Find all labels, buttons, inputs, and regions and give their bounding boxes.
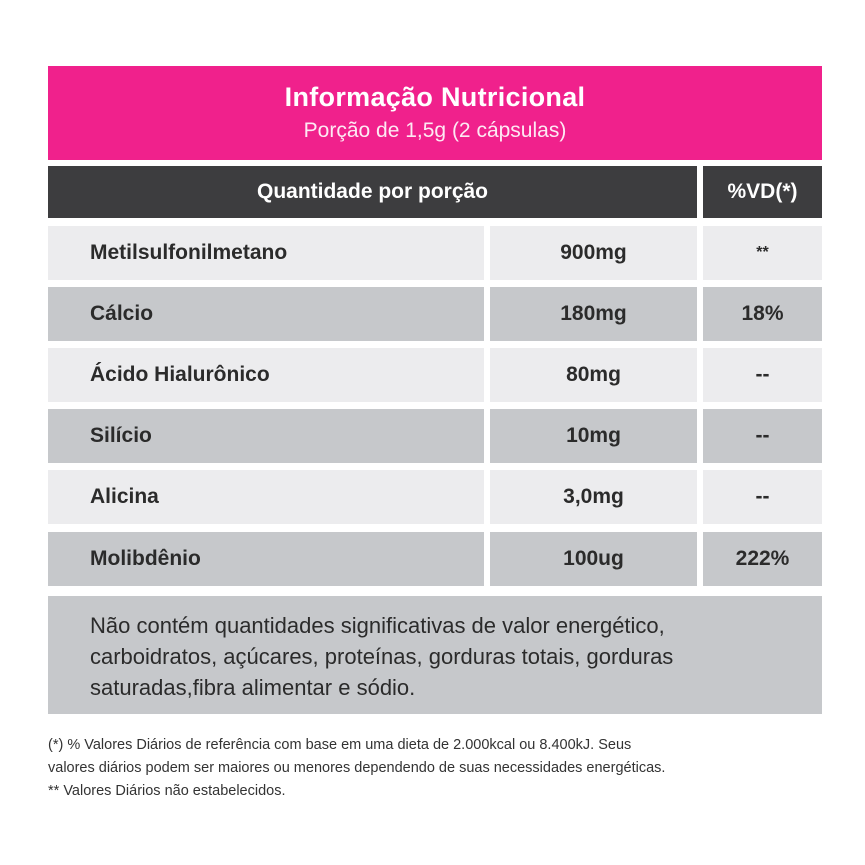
nutrient-vd: -- (703, 470, 822, 524)
footnote-line: valores diários podem ser maiores ou menores dependendo de suas necessidades energéticas. (48, 760, 666, 776)
nutrient-name: Ácido Hialurônico (48, 348, 484, 402)
table-title: Informação Nutricional (284, 82, 586, 112)
table-row (48, 470, 822, 524)
nutrient-amount: 180mg (490, 287, 697, 341)
nutrient-vd: -- (703, 348, 822, 402)
nutrient-amount: 80mg (490, 348, 697, 402)
nutrient-name: Molibdênio (48, 532, 484, 586)
table-row (48, 287, 822, 341)
nutrient-name: Cálcio (48, 287, 484, 341)
nutrient-vd: -- (703, 409, 822, 463)
nutrition-note: Não contém quantidades significativas de valor energético, carboidratos, açúcares, proteínas, gorduras totais, gorduras saturadas,fibra alimentar e sódio. (48, 596, 822, 714)
column-header-quantity: Quantidade por porção (48, 166, 697, 218)
footnote-line: ** Valores Diários não estabelecidos. (48, 783, 286, 799)
serving-size: Porção de 1,5g (2 cápsulas) (303, 119, 567, 142)
nutrient-amount: 3,0mg (490, 470, 697, 524)
nutrient-name: Alicina (48, 470, 484, 524)
nutrition-header (48, 66, 822, 160)
column-header-vd: %VD(*) (703, 166, 822, 218)
nutrient-name: Silício (48, 409, 484, 463)
nutrient-amount: 100ug (490, 532, 697, 586)
nutrient-amount: 900mg (490, 226, 697, 280)
nutrient-amount: 10mg (490, 409, 697, 463)
nutrient-vd: ** (703, 226, 822, 280)
nutrient-name: Metilsulfonilmetano (48, 226, 484, 280)
table-row (48, 226, 822, 280)
nutrient-vd: 222% (703, 532, 822, 586)
table-row (48, 409, 822, 463)
nutrient-vd: 18% (703, 287, 822, 341)
footnote-line: (*) % Valores Diários de referência com base em uma dieta de 2.000kcal ou 8.400kJ. Seus (48, 737, 632, 753)
table-row (48, 532, 822, 586)
table-row (48, 348, 822, 402)
